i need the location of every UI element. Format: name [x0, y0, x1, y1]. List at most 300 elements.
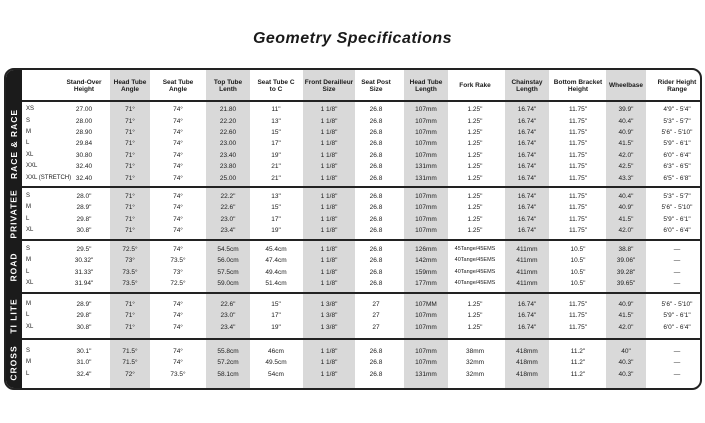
table-row — [6, 357, 700, 368]
cell-seat-post: 26.8 — [369, 370, 383, 378]
cell-fork-rake: 40Tange/45EMS — [454, 279, 496, 286]
cell-head-length: 107mm — [415, 117, 437, 125]
cell-seat-angle: 74° — [173, 140, 183, 148]
cell-seat-post: 26.8 — [369, 347, 383, 355]
cell-fork-rake: 1.25" — [467, 215, 483, 223]
size-label: M — [26, 257, 31, 264]
cell-head-angle: 71° — [125, 163, 135, 171]
cell-rider-height: — — [673, 268, 681, 276]
cell-seat-tube: 19" — [271, 226, 281, 234]
cell-bb-height: 11.75" — [568, 151, 588, 159]
cell-seat-angle: 74° — [173, 128, 183, 136]
group-label-text: RACE & RACE — [9, 108, 19, 180]
cell-head-angle: 71° — [125, 151, 135, 159]
cell-seat-tube: 19" — [271, 151, 281, 159]
table-row — [6, 322, 700, 333]
column-header-fork-rake: Fork Rake — [459, 82, 491, 90]
cell-top-tube: 59.0cm — [217, 279, 239, 287]
cell-chainstay: 411mm — [516, 257, 538, 265]
cell-seat-post: 26.8 — [369, 279, 383, 287]
cell-head-length: 107mm — [415, 128, 437, 136]
cell-head-length: 107mm — [415, 204, 437, 212]
cell-seat-angle: 73° — [173, 268, 183, 276]
cell-head-angle: 71° — [125, 215, 135, 223]
table-row — [6, 369, 700, 380]
cell-derailleur: 1 1/8" — [320, 204, 338, 212]
cell-bb-height: 10.5" — [570, 245, 586, 253]
table-row — [6, 310, 700, 321]
cell-seat-post: 26.8 — [369, 163, 383, 171]
cell-derailleur: 1 1/8" — [320, 245, 338, 253]
cell-chainstay: 411mm — [516, 279, 538, 287]
column-header-bb-height: Bottom Bracket Height — [553, 78, 603, 93]
cell-rider-height: 5'6" - 5'10" — [661, 300, 693, 308]
cell-seat-post: 26.8 — [369, 226, 383, 234]
cell-wheelbase: 39.06" — [616, 257, 636, 265]
cell-rider-height: 6'3" - 6'5" — [663, 163, 691, 171]
cell-head-angle: 73° — [125, 257, 135, 265]
cell-stand-over: 32.40 — [75, 163, 93, 171]
cell-seat-angle: 74° — [173, 204, 183, 212]
size-label: XXL (STRETCH) — [26, 174, 72, 181]
cell-seat-post: 26.8 — [369, 245, 383, 253]
cell-stand-over: 29.5" — [76, 245, 92, 253]
cell-chainstay: 418mm — [516, 359, 538, 367]
cell-seat-tube: 11" — [271, 106, 281, 114]
size-label: M — [26, 128, 31, 135]
cell-stand-over: 31.33" — [74, 268, 94, 276]
cell-head-length: 107mm — [415, 215, 437, 223]
cell-seat-tube: 51.4cm — [265, 279, 287, 287]
cell-stand-over: 28.0" — [76, 192, 92, 200]
size-label: S — [26, 117, 31, 124]
cell-fork-rake: 32mm — [465, 359, 485, 367]
cell-head-length: 107mm — [415, 151, 437, 159]
table-row — [6, 202, 700, 213]
cell-head-angle: 71° — [125, 323, 135, 331]
size-label: XS — [26, 106, 35, 113]
cell-stand-over: 32.4" — [76, 370, 92, 378]
cell-seat-tube: 19" — [271, 323, 281, 331]
cell-rider-height: 5'9" - 6'1" — [663, 140, 691, 148]
cell-bb-height: 11.75" — [568, 312, 588, 320]
cell-top-tube: 57.5cm — [217, 268, 239, 276]
cell-derailleur: 1 3/8" — [320, 300, 338, 308]
cell-seat-post: 26.8 — [369, 128, 383, 136]
cell-top-tube: 23.0" — [220, 215, 236, 223]
cell-seat-post: 26.8 — [369, 215, 383, 223]
cell-derailleur: 1 1/8" — [320, 151, 338, 159]
cell-seat-tube: 15" — [271, 204, 281, 212]
cell-head-length: 107mm — [415, 140, 437, 148]
cell-bb-height: 11.2" — [570, 347, 586, 355]
cell-seat-post: 26.8 — [369, 268, 383, 276]
cell-top-tube: 23.0" — [220, 312, 236, 320]
column-header-head-angle: Head Tube Angle — [113, 78, 147, 93]
cell-fork-rake: 1.25" — [467, 300, 483, 308]
cell-seat-angle: 74° — [173, 323, 183, 331]
cell-chainstay: 16.74" — [517, 128, 537, 136]
column-header-seat-tube: Seat Tube C to C — [257, 78, 295, 93]
cell-wheelbase: 43.3" — [618, 174, 634, 182]
cell-wheelbase: 40" — [621, 347, 631, 355]
cell-seat-post: 27 — [372, 300, 380, 308]
table-row — [6, 346, 700, 357]
cell-rider-height: 4'9" - 5'4" — [663, 106, 691, 114]
cell-seat-tube: 46cm — [268, 347, 284, 355]
cell-derailleur: 1 1/8" — [320, 347, 338, 355]
size-label: L — [26, 140, 30, 147]
cell-bb-height: 11.75" — [568, 128, 588, 136]
cell-stand-over: 27.00 — [75, 106, 93, 114]
cell-seat-post: 26.8 — [369, 192, 383, 200]
cell-rider-height: 6'0" - 6'4" — [663, 151, 691, 159]
table-row — [6, 225, 700, 236]
cell-rider-height: — — [673, 257, 681, 265]
cell-derailleur: 1 1/8" — [320, 163, 338, 171]
cell-bb-height: 11.75" — [568, 192, 588, 200]
cell-fork-rake: 1.25" — [467, 163, 483, 171]
cell-top-tube: 21.80 — [219, 106, 237, 114]
cell-chainstay: 16.74" — [517, 106, 537, 114]
cell-seat-tube: 13" — [271, 117, 281, 125]
cell-seat-tube: 17" — [271, 215, 281, 223]
cell-seat-angle: 72.5° — [170, 279, 186, 287]
size-label: XL — [26, 279, 34, 286]
cell-head-angle: 71° — [125, 192, 135, 200]
cell-head-angle: 72.5° — [122, 245, 138, 253]
cell-chainstay: 411mm — [516, 268, 538, 276]
cell-bb-height: 11.75" — [568, 117, 588, 125]
table-row — [6, 244, 700, 255]
group-label-text: PRIVATEE — [9, 188, 19, 239]
cell-stand-over: 29.8" — [76, 215, 92, 223]
cell-head-angle: 71° — [125, 106, 135, 114]
cell-top-tube: 57.2cm — [217, 359, 239, 367]
cell-seat-tube: 17" — [271, 312, 281, 320]
cell-top-tube: 25.00 — [219, 174, 237, 182]
cell-seat-angle: 74° — [173, 174, 183, 182]
table-row — [6, 173, 700, 184]
cell-head-length: 107MM — [415, 300, 437, 308]
page-title: Geometry Specifications — [252, 30, 453, 47]
cell-head-length: 131mm — [415, 370, 437, 378]
cell-seat-tube: 17" — [271, 140, 281, 148]
size-label: S — [26, 245, 31, 252]
cell-chainstay: 16.74" — [517, 300, 537, 308]
cell-head-length: 107mm — [415, 359, 437, 367]
cell-seat-angle: 74° — [173, 163, 183, 171]
cell-rider-height: 5'3" - 5'7" — [663, 117, 691, 125]
cell-wheelbase: 41.5" — [618, 215, 634, 223]
cell-top-tube: 22.6" — [220, 204, 236, 212]
cell-stand-over: 28.9" — [76, 300, 92, 308]
cell-chainstay: 411mm — [516, 245, 538, 253]
cell-bb-height: 11.75" — [568, 215, 588, 223]
geometry-table — [4, 68, 702, 390]
cell-wheelbase: 40.9" — [618, 300, 634, 308]
cell-fork-rake: 45Tange/45EMS — [454, 245, 496, 252]
size-label: L — [26, 370, 30, 377]
cell-wheelbase: 40.4" — [618, 117, 634, 125]
cell-bb-height: 11.75" — [568, 174, 588, 182]
cell-stand-over: 30.1" — [76, 347, 92, 355]
cell-head-angle: 71.5° — [122, 347, 138, 355]
cell-rider-height: 5'9" - 6'1" — [663, 312, 691, 320]
cell-chainstay: 16.74" — [517, 140, 537, 148]
cell-head-angle: 71° — [125, 140, 135, 148]
cell-fork-rake: 1.25" — [467, 204, 483, 212]
cell-wheelbase: 42.5" — [618, 163, 634, 171]
cell-head-angle: 73.5° — [122, 268, 138, 276]
cell-head-length: 107mm — [415, 192, 437, 200]
cell-top-tube: 22.20 — [219, 117, 237, 125]
cell-head-length: 107mm — [415, 226, 437, 234]
cell-wheelbase: 40.9" — [618, 128, 634, 136]
cell-head-length: 107mm — [415, 106, 437, 114]
cell-derailleur: 1 3/8" — [320, 323, 338, 331]
cell-derailleur: 1 1/8" — [320, 117, 338, 125]
cell-top-tube: 23.00 — [219, 140, 237, 148]
cell-bb-height: 11.2" — [570, 370, 586, 378]
cell-seat-angle: 74° — [173, 106, 183, 114]
cell-seat-tube: 54cm — [268, 370, 284, 378]
size-label: M — [26, 204, 31, 211]
cell-stand-over: 31.94" — [74, 279, 94, 287]
cell-seat-angle: 74° — [173, 192, 183, 200]
cell-fork-rake: 1.25" — [467, 312, 483, 320]
cell-chainstay: 16.74" — [517, 192, 537, 200]
cell-seat-angle: 74° — [173, 245, 183, 253]
cell-wheelbase: 40.3" — [618, 370, 634, 378]
cell-wheelbase: 41.5" — [618, 140, 634, 148]
cell-chainstay: 16.74" — [517, 151, 537, 159]
cell-chainstay: 16.74" — [517, 117, 537, 125]
table-row — [6, 104, 700, 115]
size-label: L — [26, 268, 30, 275]
group-separator — [22, 186, 700, 188]
cell-stand-over: 29.84 — [75, 140, 93, 148]
cell-bb-height: 10.5" — [570, 268, 586, 276]
cell-fork-rake: 1.25" — [467, 192, 483, 200]
cell-fork-rake: 1.25" — [467, 128, 483, 136]
cell-seat-angle: 74° — [173, 359, 183, 367]
cell-top-tube: 54.5cm — [217, 245, 239, 253]
group-separator — [22, 100, 700, 102]
table-row — [6, 127, 700, 138]
cell-stand-over: 30.32" — [74, 257, 94, 265]
cell-rider-height: — — [673, 347, 681, 355]
group-label-text: ROAD — [9, 251, 19, 282]
size-label: XL — [26, 323, 34, 330]
cell-derailleur: 1 1/8" — [320, 106, 338, 114]
cell-top-tube: 22.6" — [220, 300, 236, 308]
cell-wheelbase: 38.8" — [618, 245, 634, 253]
cell-bb-height: 11.75" — [568, 226, 588, 234]
table-row — [6, 299, 700, 310]
cell-bb-height: 11.2" — [570, 359, 586, 367]
group-separator — [22, 338, 700, 340]
cell-seat-post: 26.8 — [369, 106, 383, 114]
cell-derailleur: 1 1/8" — [320, 257, 338, 265]
cell-head-angle: 73.5° — [122, 279, 138, 287]
cell-stand-over: 30.8" — [76, 323, 92, 331]
cell-fork-rake: 32mm — [465, 370, 485, 378]
cell-wheelbase: 41.5" — [618, 312, 634, 320]
cell-derailleur: 1 1/8" — [320, 192, 338, 200]
cell-head-angle: 71.5° — [122, 359, 138, 367]
cell-seat-post: 26.8 — [369, 359, 383, 367]
cell-rider-height: 5'6" - 5'10" — [661, 204, 693, 212]
cell-seat-tube: 15" — [271, 128, 281, 136]
cell-derailleur: 1 1/8" — [320, 174, 338, 182]
cell-seat-post: 26.8 — [369, 151, 383, 159]
cell-bb-height: 11.75" — [568, 323, 588, 331]
cell-fork-rake: 1.25" — [467, 174, 483, 182]
cell-head-length: 177mm — [415, 279, 437, 287]
size-label: M — [26, 300, 31, 307]
cell-head-length: 107mm — [415, 323, 437, 331]
cell-wheelbase: 39.9" — [618, 106, 634, 114]
cell-seat-post: 26.8 — [369, 204, 383, 212]
cell-stand-over: 29.8" — [76, 312, 92, 320]
cell-seat-tube: 15" — [271, 300, 281, 308]
cell-head-length: 131mm — [415, 174, 437, 182]
cell-fork-rake: 38mm — [465, 347, 485, 355]
cell-chainstay: 16.74" — [517, 163, 537, 171]
cell-chainstay: 418mm — [516, 370, 538, 378]
cell-wheelbase: 40.9" — [618, 204, 634, 212]
cell-seat-tube: 49.4cm — [265, 268, 287, 276]
cell-head-angle: 71° — [125, 174, 135, 182]
cell-stand-over: 30.80 — [75, 151, 93, 159]
cell-bb-height: 11.75" — [568, 106, 588, 114]
column-header-head-length: Head Tube Length — [409, 78, 443, 93]
cell-head-length: 107mm — [415, 347, 437, 355]
group-separator — [22, 239, 700, 241]
cell-derailleur: 1 1/8" — [320, 359, 338, 367]
cell-wheelbase: 40.3" — [618, 359, 634, 367]
table-row — [6, 138, 700, 149]
size-label: L — [26, 215, 30, 222]
table-row — [6, 278, 700, 289]
column-header-seat-post: Seat Post Size — [361, 78, 391, 93]
table-row — [6, 255, 700, 266]
cell-stand-over: 30.8" — [76, 226, 92, 234]
cell-seat-angle: 74° — [173, 300, 183, 308]
cell-wheelbase: 39.28" — [616, 268, 636, 276]
cell-top-tube: 58.1cm — [217, 370, 239, 378]
column-header-seat-angle: Seat Tube Angle — [162, 78, 194, 93]
size-label: XL — [26, 226, 34, 233]
size-label: XL — [26, 151, 34, 158]
table-row — [6, 116, 700, 127]
cell-seat-tube: 21" — [271, 163, 281, 171]
size-label: L — [26, 312, 30, 319]
cell-bb-height: 11.75" — [568, 163, 588, 171]
cell-chainstay: 16.74" — [517, 323, 537, 331]
cell-top-tube: 23.4" — [220, 323, 236, 331]
cell-top-tube: 22.2" — [220, 192, 236, 200]
table-row — [6, 214, 700, 225]
cell-rider-height: 6'0" - 6'4" — [663, 323, 691, 331]
cell-fork-rake: 1.25" — [467, 117, 483, 125]
cell-rider-height: — — [673, 279, 681, 287]
cell-rider-height: 5'6" - 5'10" — [661, 128, 693, 136]
cell-stand-over: 28.90 — [75, 128, 93, 136]
cell-fork-rake: 1.25" — [467, 140, 483, 148]
size-label: M — [26, 359, 31, 366]
cell-stand-over: 32.40 — [75, 174, 93, 182]
cell-fork-rake: 1.25" — [467, 106, 483, 114]
cell-fork-rake: 40Tange/45EMS — [454, 257, 496, 264]
cell-fork-rake: 40Tange/45EMS — [454, 268, 496, 275]
cell-seat-angle: 74° — [173, 347, 183, 355]
cell-bb-height: 11.75" — [568, 140, 588, 148]
cell-head-angle: 71° — [125, 312, 135, 320]
cell-head-angle: 71° — [125, 300, 135, 308]
cell-seat-post: 26.8 — [369, 140, 383, 148]
column-header-chainstay: Chainstay Length — [511, 78, 543, 93]
cell-seat-angle: 74° — [173, 117, 183, 125]
cell-derailleur: 1 1/8" — [320, 268, 338, 276]
cell-bb-height: 11.75" — [568, 300, 588, 308]
cell-chainstay: 16.74" — [517, 215, 537, 223]
cell-top-tube: 23.80 — [219, 163, 237, 171]
cell-derailleur: 1 1/8" — [320, 279, 338, 287]
cell-top-tube: 56.0cm — [217, 257, 239, 265]
cell-wheelbase: 42.0" — [618, 323, 634, 331]
cell-top-tube: 22.60 — [219, 128, 237, 136]
cell-head-angle: 71° — [125, 117, 135, 125]
cell-rider-height: — — [673, 370, 681, 378]
column-header-wheelbase: Wheelbase — [609, 82, 643, 90]
cell-rider-height: 5'3" - 5'7" — [663, 192, 691, 200]
cell-chainstay: 16.74" — [517, 312, 537, 320]
cell-seat-angle: 73.5° — [170, 257, 186, 265]
cell-seat-post: 27 — [372, 312, 380, 320]
cell-stand-over: 28.00 — [75, 117, 93, 125]
cell-seat-angle: 74° — [173, 312, 183, 320]
group-label-text: TI LITE — [9, 298, 19, 334]
cell-wheelbase: 39.65" — [616, 279, 636, 287]
cell-chainstay: 16.74" — [517, 174, 537, 182]
cell-top-tube: 23.4" — [220, 226, 236, 234]
cell-seat-angle: 74° — [173, 226, 183, 234]
size-label: S — [26, 347, 31, 354]
table-row — [6, 150, 700, 161]
cell-seat-angle: 74° — [173, 215, 183, 223]
cell-rider-height: — — [673, 245, 681, 253]
cell-bb-height: 10.5" — [570, 279, 586, 287]
cell-derailleur: 1 1/8" — [320, 370, 338, 378]
cell-seat-angle: 74° — [173, 151, 183, 159]
cell-fork-rake: 1.25" — [467, 323, 483, 331]
cell-derailleur: 1 1/8" — [320, 128, 338, 136]
cell-head-length: 159mm — [415, 268, 437, 276]
cell-seat-tube: 45.4cm — [265, 245, 287, 253]
cell-head-angle: 71° — [125, 226, 135, 234]
cell-head-length: 107mm — [415, 312, 437, 320]
column-header-top-tube: Top Tube Lenth — [213, 78, 243, 93]
cell-seat-angle: 73.5° — [170, 370, 186, 378]
group-label-text: CROSS — [9, 345, 20, 381]
cell-bb-height: 10.5" — [570, 257, 586, 265]
cell-derailleur: 1 1/8" — [320, 215, 338, 223]
cell-head-length: 142mm — [415, 257, 437, 265]
cell-head-length: 131mm — [415, 163, 437, 171]
cell-fork-rake: 1.25" — [467, 151, 483, 159]
